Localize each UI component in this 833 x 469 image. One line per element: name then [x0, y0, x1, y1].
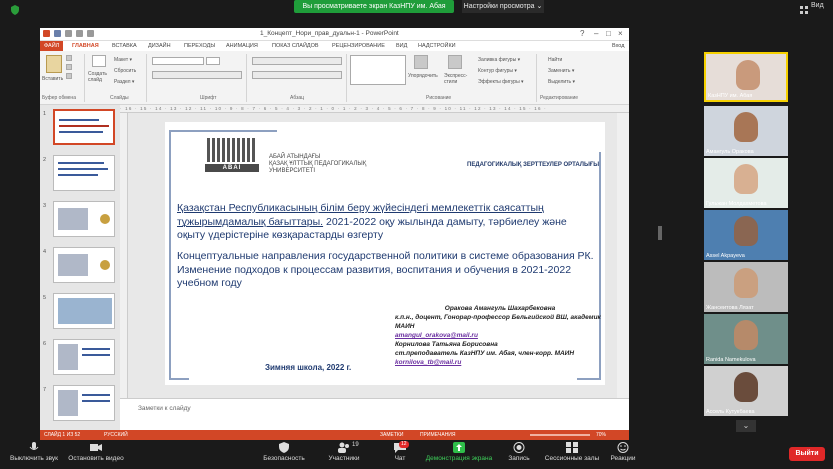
rooms-label: Сессионные залы [544, 455, 600, 462]
participant-name: Ranida Namekulova [706, 357, 756, 363]
group-slides-label: Слайды [110, 95, 129, 101]
arrange-button[interactable]: Упорядочить [408, 73, 438, 79]
winter-school-label: Зимняя школа, 2022 г. [265, 363, 352, 372]
authors-block [395, 304, 605, 367]
reset-button[interactable]: Сбросить [114, 68, 137, 74]
participant-face [734, 216, 758, 246]
slide-thumbnail[interactable] [53, 109, 115, 145]
tab-view[interactable]: ВИД [396, 43, 408, 49]
thumb-number: 2 [43, 157, 47, 163]
slide-thumbnail[interactable] [53, 201, 115, 237]
tab-animations[interactable]: АНИМАЦИЯ [226, 43, 258, 49]
zoom-level[interactable]: 70% [596, 432, 607, 438]
group-paragraph-label: Абзац [290, 95, 305, 101]
record-icon [513, 442, 525, 453]
participants-button[interactable] [324, 442, 364, 462]
ribbon-tabs [40, 41, 629, 51]
participants-count: 19 [352, 442, 359, 448]
frame-line [169, 130, 171, 380]
section-button[interactable]: Раздел ▾ [114, 79, 135, 85]
notes-placeholder: Заметки к слайду [138, 405, 191, 412]
notes-toggle[interactable]: ЗАМЕТКИ [380, 432, 404, 438]
window-title: 1_Концепт_Нори_прав_дуальн-1 - PowerPoint [260, 30, 399, 37]
author2-desc: ст.преподаватель КазНПУ им. Абая, член-корр. МАИН [395, 350, 575, 357]
minimize-icon[interactable]: – [594, 29, 599, 38]
participants-label: Участники [328, 455, 360, 462]
rooms-icon [566, 442, 578, 453]
university-name [269, 154, 366, 175]
mute-button[interactable] [6, 442, 62, 462]
participant-face [736, 60, 760, 90]
frame-line [577, 378, 601, 380]
chat-label: Чат [394, 455, 406, 462]
comments-toggle[interactable]: ПРИМЕЧАНИЯ [420, 432, 456, 438]
shapes-gallery[interactable] [350, 55, 406, 85]
participant-tile[interactable] [704, 106, 788, 156]
participant-name: Assel Akpayeva [706, 253, 745, 259]
participant-tile[interactable] [704, 52, 788, 102]
author1-email[interactable]: amangul_orakova@mail.ru [395, 332, 478, 339]
author2-email[interactable]: kornilova_tb@mail.ru [395, 359, 462, 366]
quick-styles-button[interactable]: Экспресс-стили [444, 73, 468, 85]
share-screen-button[interactable] [422, 442, 496, 462]
stop-video-button[interactable] [66, 442, 126, 462]
ppt-titlebar [40, 28, 629, 41]
view-label[interactable]: Вид [811, 2, 824, 9]
zoom-slider[interactable] [530, 434, 590, 436]
record-button[interactable] [504, 442, 534, 462]
participant-face [734, 320, 758, 350]
create-slide-button[interactable]: Создать слайд [88, 71, 108, 83]
shield-icon [278, 442, 290, 453]
mute-label: Выключить звук [9, 455, 59, 462]
zoom-toolbar [0, 440, 833, 469]
author1-name: Оракова Амангуль Шахарбековна [444, 305, 556, 312]
participant-face [734, 112, 758, 142]
participant-name: КазНПУ им. Абая [708, 93, 753, 99]
russian-title: Концептуальные направления государственной политики в системе образования РК. Изменение подходов к процессам развития, воспитания и обучения в 2021-2022 учебном году [177, 250, 594, 289]
view-grid-icon[interactable] [799, 2, 809, 12]
powerpoint-window [40, 28, 629, 440]
slide-thumbnail[interactable] [53, 155, 115, 191]
shape-outline-button[interactable]: Контур фигуры ▾ [478, 68, 517, 74]
participant-face [734, 372, 758, 402]
format-painter-icon[interactable] [66, 73, 72, 79]
thumb-number: 1 [43, 111, 47, 117]
replace-button[interactable]: Заменить ▾ [548, 68, 575, 74]
participant-tile[interactable] [704, 262, 788, 312]
slide-thumbnail[interactable] [53, 339, 115, 375]
slide-counter: СЛАЙД 1 ИЗ 52 [44, 432, 81, 438]
smiley-icon [617, 442, 629, 453]
participant-tile[interactable] [704, 210, 788, 260]
paste-icon[interactable] [46, 55, 62, 73]
thumb-number: 3 [43, 203, 47, 209]
separator [84, 54, 85, 102]
kazakh-title [177, 202, 597, 243]
thumb-number: 5 [43, 295, 47, 301]
view-options-button[interactable]: Настройки просмотра ⌄ [462, 0, 544, 13]
maximize-icon[interactable]: □ [606, 29, 611, 38]
slide-thumbnail[interactable] [53, 385, 115, 421]
participant-name: Гульжан Молдахметова [706, 201, 767, 207]
participant-tile[interactable] [704, 314, 788, 364]
share-banner: Вы просматриваете экран КазНПУ им. Абая [294, 0, 454, 13]
tab-transitions[interactable]: ПЕРЕХОДЫ [184, 43, 216, 49]
frame-line [169, 378, 189, 380]
chat-button[interactable] [388, 442, 412, 462]
ribbon [40, 51, 629, 105]
group-font-label: Шрифт [200, 95, 217, 101]
panel-resize-handle[interactable] [658, 226, 662, 240]
participant-name: Амангуль Оракова [706, 149, 754, 155]
kazakh-title-rest: 2021-2022 оқу жылында дамыту, тәрбиелеу және оқыту үдерістеріне көзқарастарды өзгерту [177, 215, 567, 241]
current-slide[interactable] [165, 122, 605, 385]
new-slide-icon[interactable] [92, 55, 106, 67]
font-format-row[interactable] [152, 71, 242, 79]
copy-icon[interactable] [66, 64, 72, 70]
logo-pillars-icon [207, 138, 257, 162]
layout-button[interactable]: Макет ▾ [114, 57, 133, 63]
slide-thumbnails-panel[interactable] [40, 105, 120, 430]
font-size-box[interactable] [206, 57, 220, 65]
uni-name-line: УНИВЕРСИТЕТІ [269, 168, 316, 174]
quick-styles-icon[interactable] [448, 55, 462, 69]
microphone-icon [28, 442, 40, 453]
horizontal-ruler: · 16 · 15 · 14 · 13 · 12 · 11 · 10 · 9 · 8 · 7 · 6 · 5 · 4 · 3 · 2 · 1 · 0 · 1 · 2 · 3 · 4 · 5 · 6 · 7 · 8 · 9 · 10 · 11 · 12 · 13 · 14 · 15 · 16 · [120, 105, 629, 113]
status-bar [40, 430, 629, 440]
uni-name-line: АБАЙ АТЫНДАҒЫ [269, 154, 321, 160]
paragraph-format-row[interactable] [252, 57, 342, 65]
tab-home[interactable]: ГЛАВНАЯ [72, 43, 99, 49]
breakout-rooms-button[interactable] [542, 442, 602, 462]
scroll-down-icon[interactable]: ⌄ [736, 420, 756, 432]
slide-canvas[interactable] [128, 113, 617, 398]
frame-line [169, 130, 277, 132]
select-button[interactable]: Выделить ▾ [548, 79, 575, 85]
arrange-icon[interactable] [414, 55, 428, 69]
find-button[interactable]: Найти [548, 57, 563, 63]
slideshow-icon[interactable] [87, 30, 94, 37]
group-editing-label: Редактирование [540, 95, 579, 101]
people-icon [338, 442, 350, 453]
tab-file[interactable]: ФАЙЛ [40, 41, 63, 51]
reactions-label: Реакции [610, 455, 636, 462]
share-label: Демонстрация экрана [425, 455, 493, 462]
tab-design[interactable]: ДИЗАЙН [148, 43, 171, 49]
close-icon[interactable]: × [618, 29, 623, 38]
undo-icon[interactable] [65, 30, 72, 37]
thumb-number: 7 [43, 387, 47, 393]
participant-face [734, 164, 758, 194]
login-link[interactable]: Вход [612, 43, 625, 49]
logo-text: ABAI UNIVERSITY [205, 164, 259, 172]
shape-fill-button[interactable]: Заливка фигуры ▾ [478, 57, 521, 63]
slide-thumbnail[interactable] [53, 293, 115, 329]
powerpoint-logo-icon [43, 30, 50, 37]
camera-icon [90, 442, 102, 453]
separator [146, 54, 147, 102]
tab-review[interactable]: РЕЦЕНЗИРОВАНИЕ [332, 43, 385, 49]
thumb-number: 4 [43, 249, 47, 255]
group-drawing-label: Рисование [426, 95, 452, 101]
participant-face [734, 268, 758, 298]
participant-tile[interactable] [704, 366, 788, 416]
leave-button[interactable]: Выйти [789, 447, 825, 461]
tab-slideshow[interactable]: ПОКАЗ СЛАЙДОВ [272, 43, 319, 49]
participants-gallery [700, 52, 792, 436]
paragraph-align-row[interactable] [252, 71, 342, 79]
shield-icon[interactable] [10, 2, 20, 12]
tab-addins[interactable]: НАДСТРОЙКИ [418, 43, 456, 49]
author1-desc: к.п.н., доцент, Гонорар-профессор Бельгийской ВШ, академик МАИН [395, 314, 601, 330]
paste-button[interactable]: Вставить [42, 76, 64, 82]
participant-name: Ассель Кутукбаева [706, 409, 755, 415]
notes-pane[interactable] [120, 398, 629, 430]
save-icon[interactable] [54, 30, 61, 37]
group-clipboard-label: Буфер обмена [42, 95, 76, 101]
author2-name: Корнилова Татьяна Борисовна [395, 341, 498, 348]
participant-tile[interactable] [704, 158, 788, 208]
separator [246, 54, 247, 102]
reactions-button[interactable] [608, 442, 638, 462]
share-screen-icon [453, 442, 465, 453]
thumb-number: 6 [43, 341, 47, 347]
redo-icon[interactable] [76, 30, 83, 37]
separator [536, 54, 537, 102]
record-label: Запись [508, 455, 530, 462]
university-logo [205, 136, 259, 178]
uni-name-line: ҚАЗАҚ ҰЛТТЫҚ ПЕДАГОГИКАЛЫҚ [269, 161, 367, 167]
security-label: Безопасность [263, 455, 305, 462]
language-indicator[interactable]: РУССКИЙ [104, 432, 128, 438]
font-name-box[interactable] [152, 57, 204, 65]
participant-name: Жансеитова Лязат [706, 305, 754, 311]
separator [346, 54, 347, 102]
security-button[interactable] [262, 442, 306, 462]
kazakh-title-underlined: Қазақстан Республикасының білім беру жүйесіндегі мемлекеттік саясаттың тұжырымдамалық бағыттары. [177, 202, 544, 228]
research-center-name: ПЕДАГОГИКАЛЫҚ ЗЕРТТЕУЛЕР ОРТАЛЫҒЫ [467, 162, 600, 168]
tab-insert[interactable]: ВСТАВКА [112, 43, 137, 49]
help-icon[interactable]: ? [580, 29, 585, 38]
zoom-top-bar [0, 0, 833, 14]
vertical-scrollbar[interactable] [617, 113, 629, 398]
slide-thumbnail[interactable] [53, 247, 115, 283]
vertical-ruler [120, 113, 128, 398]
shape-effects-button[interactable]: Эффекты фигуры ▾ [478, 79, 524, 85]
cut-icon[interactable] [66, 55, 72, 61]
video-label: Остановить видео [68, 455, 124, 462]
chat-badge: 12 [401, 441, 407, 447]
